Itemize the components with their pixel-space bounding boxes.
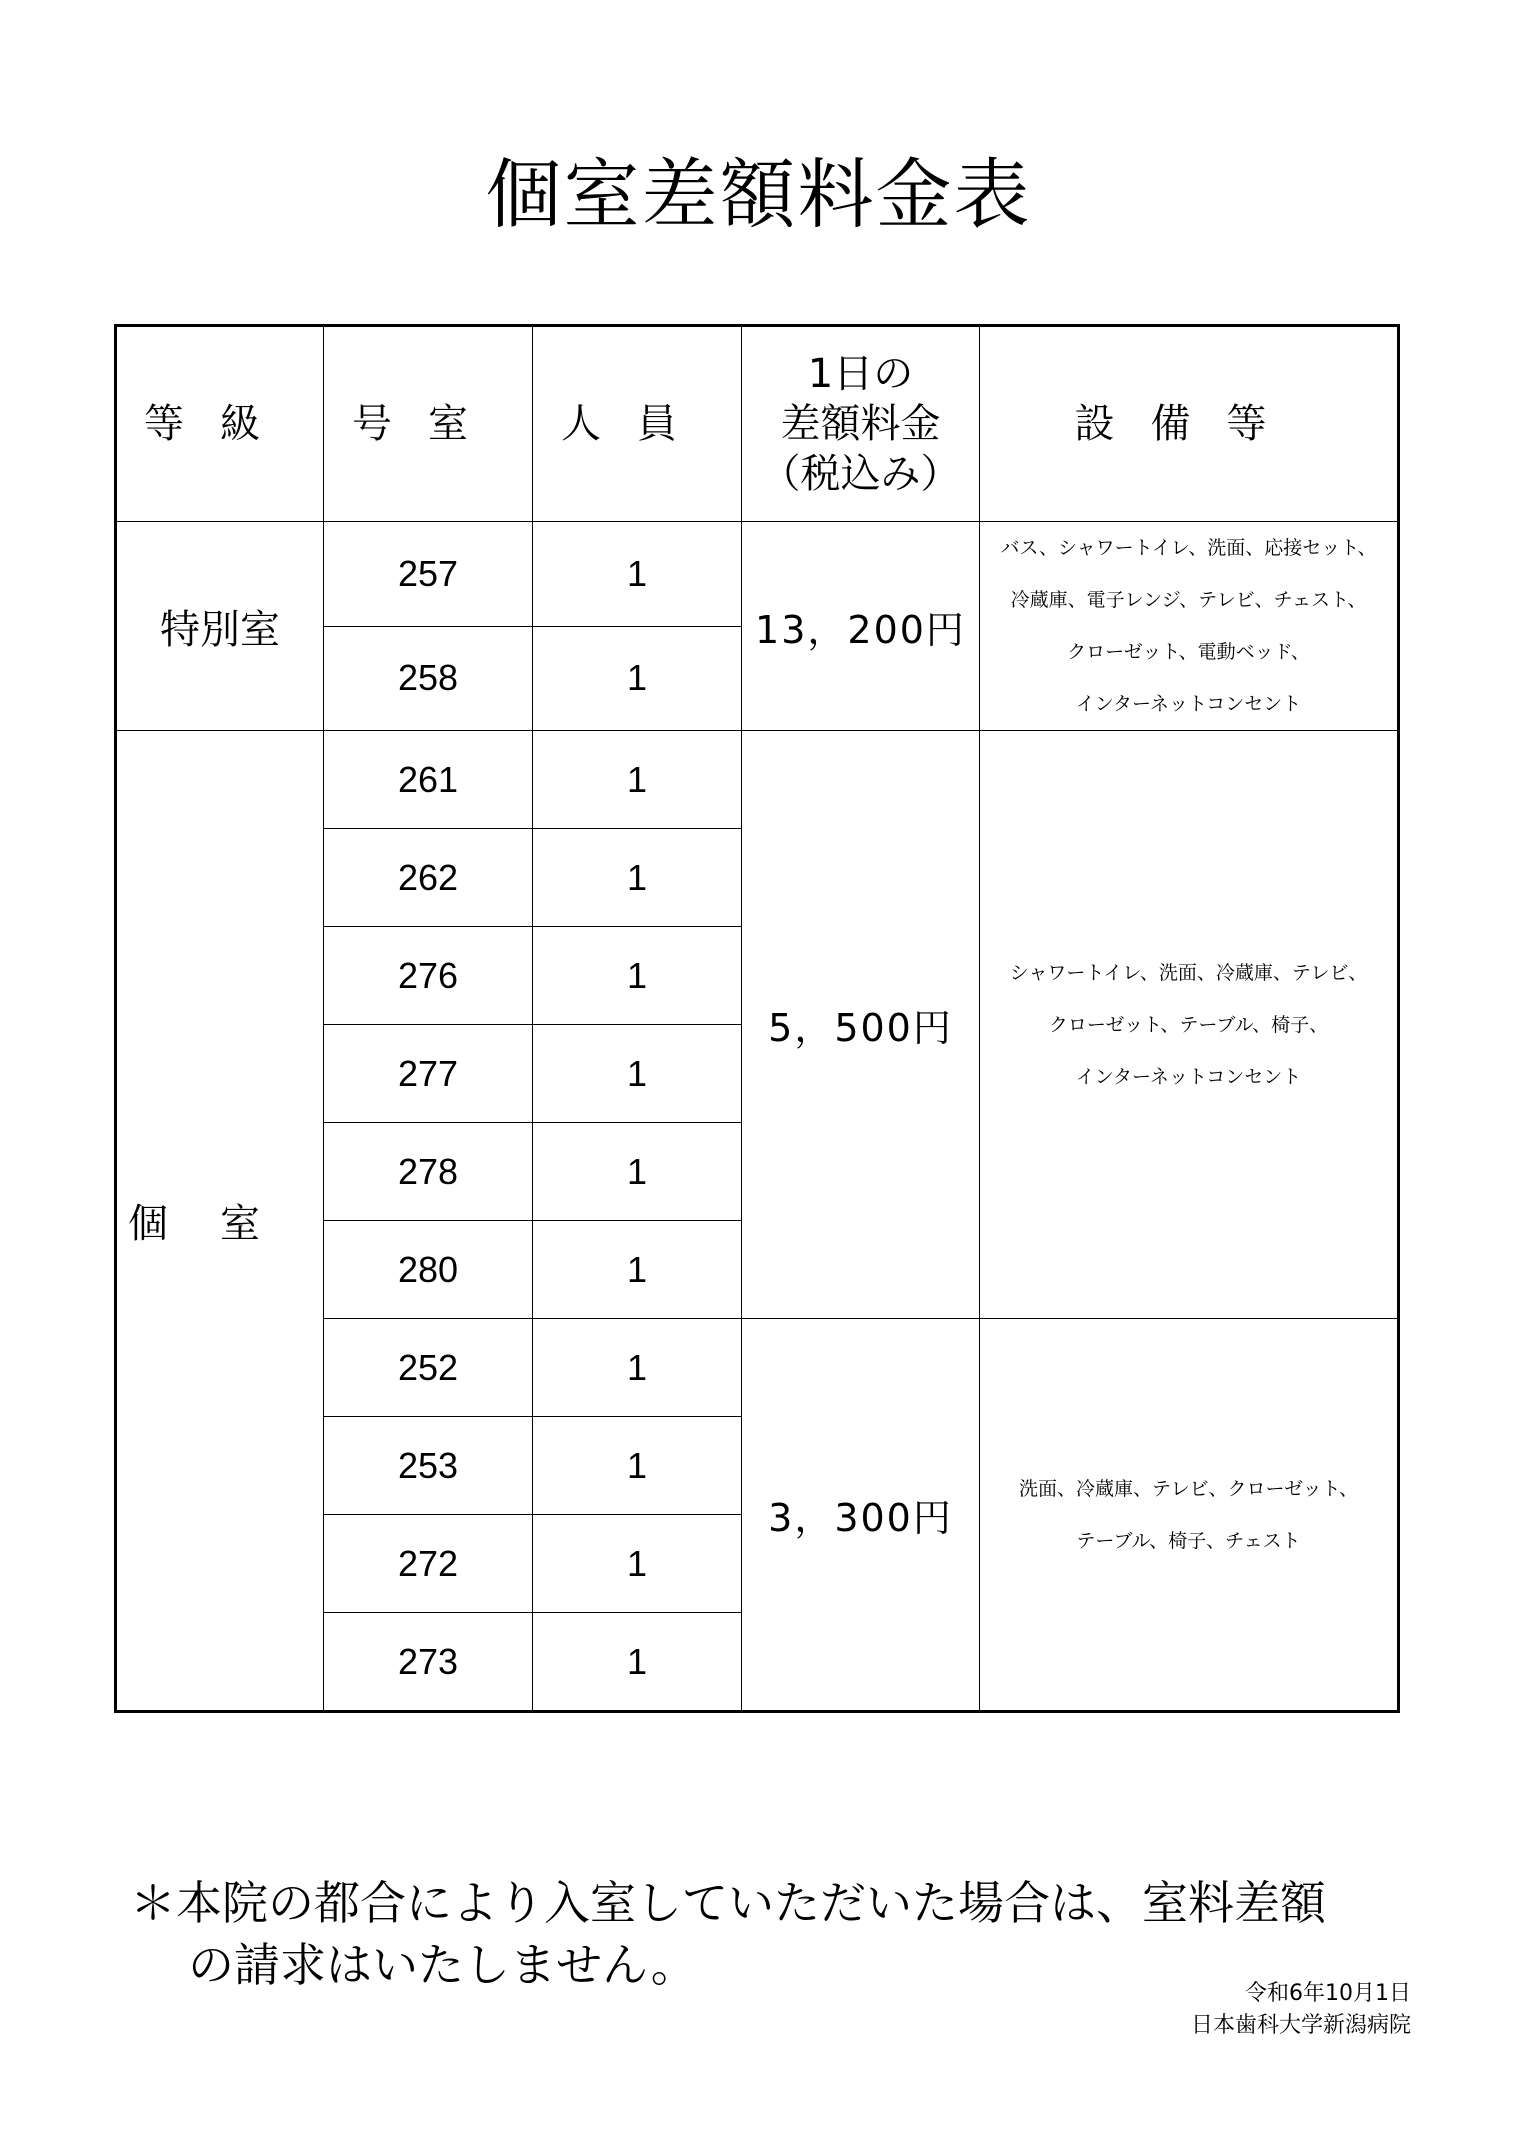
footer	[1191, 1978, 1411, 2042]
table-row	[116, 522, 1399, 627]
room-number-cell: 277	[324, 1025, 533, 1123]
equipment-line: インターネットコンセント	[1075, 1065, 1302, 1088]
fee-cell: 5，500円	[742, 731, 980, 1319]
capacity-cell: 1	[533, 1515, 742, 1613]
capacity-cell: 1	[533, 927, 742, 1025]
hospital-name: 日本歯科大学新潟病院	[1190, 2013, 1411, 2038]
fee-cell: 3，300円	[742, 1319, 980, 1712]
equipment-line: インターネットコンセント	[1075, 693, 1302, 715]
equipment-line: クローゼット、電動ベッド、	[1067, 641, 1310, 663]
room-number-cell: 278	[324, 1123, 533, 1221]
room-number-cell: 272	[324, 1515, 533, 1613]
table-row	[116, 731, 1399, 829]
header-fee-line: 1日の	[807, 351, 914, 397]
header-fee-line: 差額料金	[780, 401, 941, 447]
room-number-cell: 252	[324, 1319, 533, 1417]
header-row	[116, 326, 1399, 522]
header-equipment: 設備等	[980, 326, 1399, 522]
fee-cell: 13，200円	[742, 522, 980, 731]
fee-table	[114, 324, 1400, 1713]
equipment-cell	[980, 1319, 1399, 1712]
capacity-cell: 1	[533, 1319, 742, 1417]
page-title: 個室差額料金表	[485, 150, 1032, 239]
room-number-cell: 257	[324, 522, 533, 627]
equipment-line: バス、シャワートイレ、洗面、応接セット、	[1000, 537, 1377, 559]
equipment-line: 洗面、冷蔵庫、テレビ、クローゼット、	[1019, 1477, 1358, 1500]
equipment-cell	[980, 731, 1399, 1319]
capacity-cell: 1	[533, 1025, 742, 1123]
room-number-cell: 261	[324, 731, 533, 829]
header-fee	[742, 326, 980, 522]
room-number-cell: 258	[324, 626, 533, 731]
header-room: 号室	[324, 326, 533, 522]
notice-line: ＊本院の都合により入室していただいた場合は、室料差額	[130, 1876, 1326, 1930]
capacity-cell: 1	[533, 626, 742, 731]
header-fee-line: （税込み）	[760, 451, 961, 497]
issue-date: 令和6年10月1日	[1245, 1981, 1411, 2006]
fee-table-body	[116, 522, 1399, 1712]
grade-cell: 個室	[116, 731, 324, 1712]
capacity-cell: 1	[533, 1613, 742, 1712]
capacity-cell: 1	[533, 1123, 742, 1221]
equipment-line: 冷蔵庫、電子レンジ、テレビ、チェスト、	[1010, 589, 1367, 611]
equipment-line: シャワートイレ、洗面、冷蔵庫、テレビ、	[1009, 961, 1368, 984]
equipment-cell	[980, 522, 1399, 731]
equipment-line: クローゼット、テーブル、椅子、	[1048, 1013, 1329, 1036]
room-number-cell: 273	[324, 1613, 533, 1712]
header-capacity: 人員	[533, 326, 742, 522]
equipment-line: テーブル、椅子、チェスト	[1076, 1529, 1301, 1552]
capacity-cell: 1	[533, 829, 742, 927]
grade-cell: 特別室	[116, 522, 324, 731]
room-number-cell: 280	[324, 1221, 533, 1319]
room-number-cell: 276	[324, 927, 533, 1025]
capacity-cell: 1	[533, 522, 742, 627]
room-number-cell: 253	[324, 1417, 533, 1515]
capacity-cell: 1	[533, 731, 742, 829]
header-grade: 等級	[116, 326, 324, 522]
capacity-cell: 1	[533, 1221, 742, 1319]
capacity-cell: 1	[533, 1417, 742, 1515]
notice-line: の請求はいたしません。	[188, 1938, 697, 1992]
room-number-cell: 262	[324, 829, 533, 927]
